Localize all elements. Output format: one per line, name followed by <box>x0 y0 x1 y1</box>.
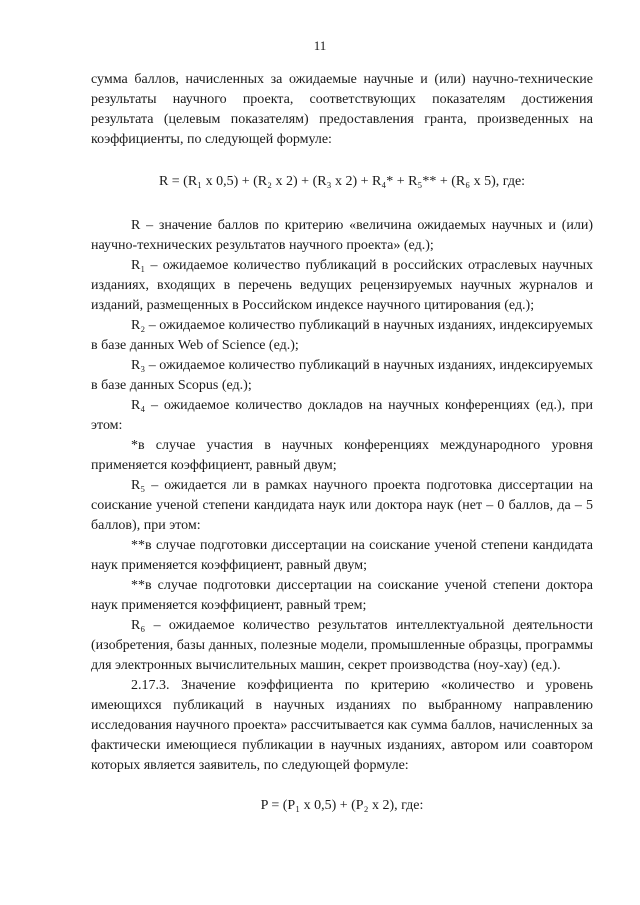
intro-paragraph: сумма баллов, начисленных за ожидаемые научные и (или) научно-технические результаты научного проекта, соответствующих показателям достижения результата (целевым показателям) предоставления гранта, произведенных на коэффициенты, по следующей формуле: <box>91 72 593 147</box>
definition-r6: R₆ – ожидаемое количество результатов интеллектуальной деятельности (изобретения, базы данных, полезные модели, промышленные образцы, программы для электронных вычислительных машин, секрет производства (ноу-хау) (ед.). <box>91 618 593 673</box>
definition-r1: R₁ – ожидаемое количество публикаций в российских отраслевых научных изданиях, входящих в перечень ведущих рецензируемых научных журналов и изданий, размещенных в Российском индексе научного цитирования (ед.); <box>91 258 593 313</box>
formula-r: R = (R₁ x 0,5) + (R₂ x 2) + (R₃ x 2) + R₄* + R₅** + (R₆ x 5), где: <box>158 174 526 189</box>
definition-r3: R₃ – ожидаемое количество публикаций в научных изданиях, индексируемых в базе данных Scopus (ед.); <box>91 358 593 393</box>
page-number: 11 <box>313 38 327 53</box>
note-r4: *в случае участия в научных конференциях международного уровня применяется коэффициент, равный двум; <box>91 438 593 473</box>
definition-r5: R₅ – ожидается ли в рамках научного проекта подготовка диссертации на соискание ученой степени кандидата наук или доктора наук (нет – 0 баллов, да – 5 баллов), при этом: <box>91 478 593 533</box>
formula-p: P = (P₁ x 0,5) + (P₂ x 2), где: <box>260 798 424 813</box>
definition-r2: R₂ – ожидаемое количество публикаций в научных изданиях, индексируемых в базе данных Web of Science (ед.); <box>91 318 593 353</box>
note-r5-candidate: **в случае подготовки диссертации на соискание ученой степени кандидата наук применяется коэффициент, равный двум; <box>91 538 593 573</box>
section-2-17-3: 2.17.3. Значение коэффициента по критерию «количество и уровень имеющихся публикаций в научных изданиях по выбранному направлению исследования научного проекта» рассчитывается как сумма баллов, начисленных за фактически имеющиеся публикации в научных изданиях, автором или соавтором которых является заявитель, по следующей формуле: <box>91 678 593 773</box>
note-r5-doctor: **в случае подготовки диссертации на соискание ученой степени доктора наук применяется коэффициент, равный трем; <box>91 578 593 613</box>
definition-r4: R₄ – ожидаемое количество докладов на научных конференциях (ед.), при этом: <box>91 398 593 433</box>
document-body <box>91 70 593 816</box>
definition-r: R – значение баллов по критерию «величина ожидаемых научных и (или) научно-технических результатов научного проекта» (ед.); <box>91 218 593 253</box>
